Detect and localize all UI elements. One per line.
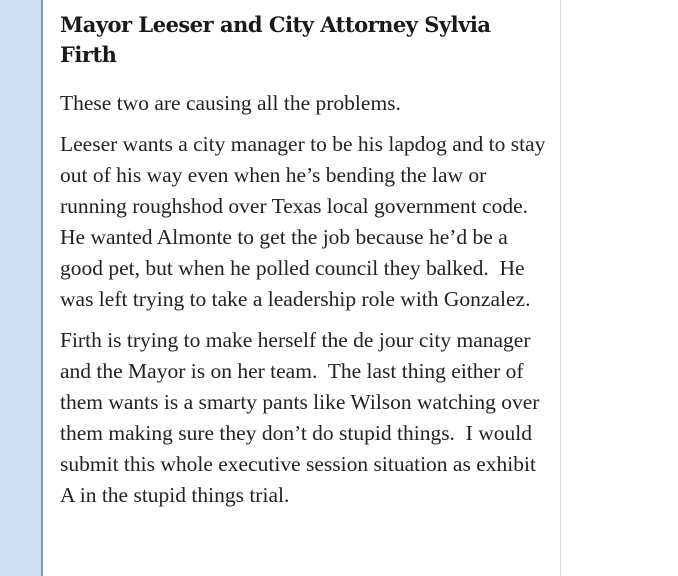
left-sidebar-bar — [0, 0, 43, 576]
section-heading: Mayor Leeser and City Attorney Sylvia Firth — [60, 12, 491, 67]
paragraph-1: These two are causing all the problems. — [60, 91, 401, 115]
article-body — [60, 10, 551, 521]
right-column-divider — [560, 0, 561, 576]
paragraph-3: Firth is trying to make herself the de jour city manager and the Mayor is on her team. The last thing either of them wants is a smarty pants like Wilson watching over them making sure they don’t do stupid things. I would submit this whole executive session situation as exhibit A in the stupid things trial. — [60, 328, 545, 507]
paragraph-2: Leeser wants a city manager to be his lapdog and to stay out of his way even when he’s bending the law or running roughshod over Texas local government code. He wanted Almonte to get the job because he’d be a good pet, but when he polled council they balked. He was left trying to take a leadership role with Gonzalez. — [60, 132, 551, 311]
